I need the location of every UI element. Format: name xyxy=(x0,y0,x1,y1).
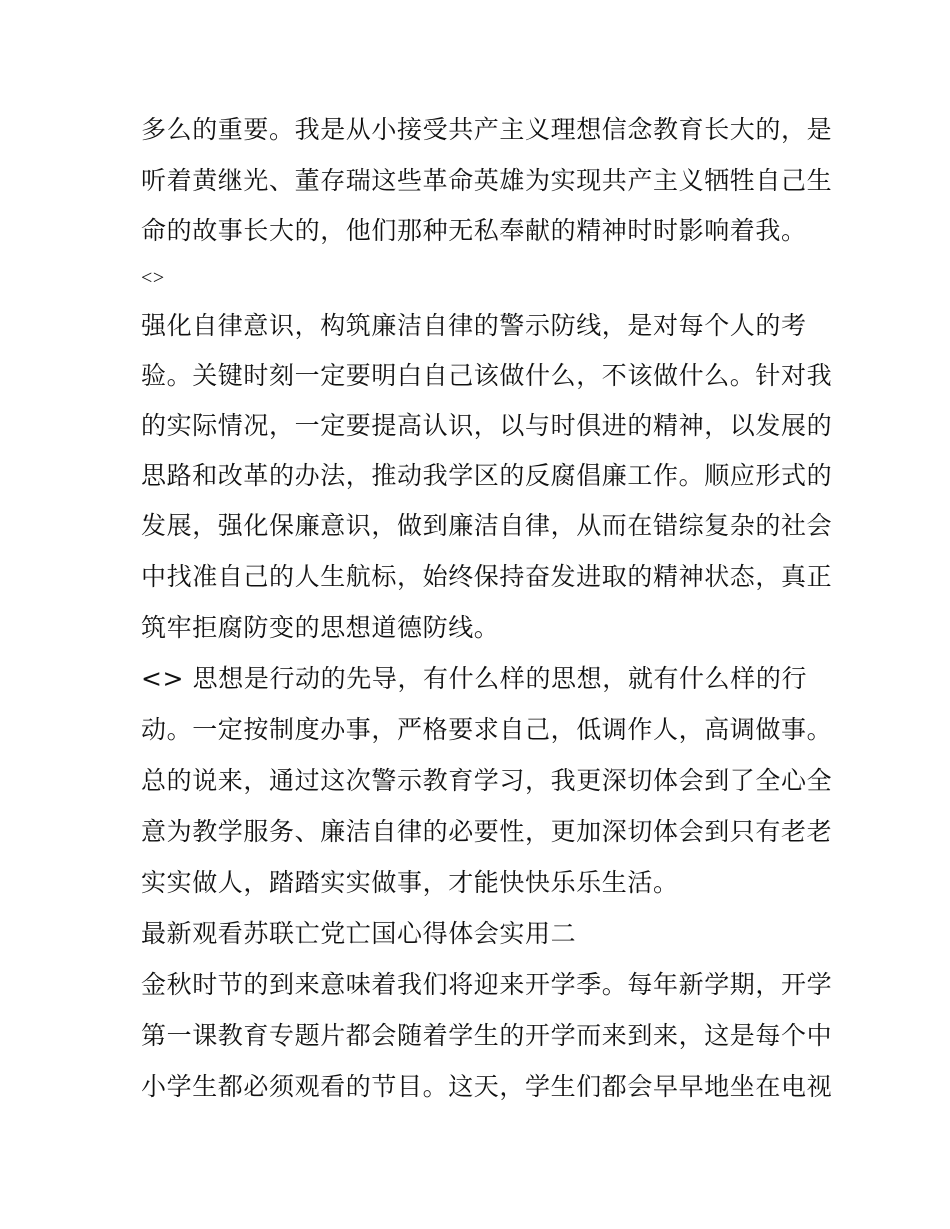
text-line: 第一课教育专题片都会随着学生的开学而来到来，这是每个中 xyxy=(141,1021,833,1050)
section-heading: 最新观看苏联亡党亡国心得体会实用二 xyxy=(141,919,577,948)
text-line: 中找准自己的人生航标，始终保持奋发进取的精神状态，真正 xyxy=(141,562,833,591)
text-line: 总的说来，通过这次警示教育学习，我更深切体会到了全心全 xyxy=(141,766,833,795)
text-line: 验。关键时刻一定要明白自己该做什么，不该做什么。针对我 xyxy=(141,361,833,390)
text-line: 意为教学服务、廉洁自律的必要性，更加深切体会到只有老老 xyxy=(141,817,833,846)
text-line: 思路和改革的办法，推动我学区的反腐倡廉工作。顺应形式的 xyxy=(141,461,833,490)
text-line: 多么的重要。我是从小接受共产主义理想信念教育长大的，是 xyxy=(141,115,833,144)
text-line: <> 思想是行动的先导，有什么样的思想，就有什么样的行 xyxy=(141,664,808,693)
text-line: 动。一定按制度办事，严格要求自己，低调作人，高调做事。 xyxy=(141,715,833,744)
text-line: 的实际情况，一定要提高认识，以与时俱进的精神，以发展的 xyxy=(141,411,833,440)
text-line: 金秋时节的到来意味着我们将迎来开学季。每年新学期，开学 xyxy=(141,970,833,999)
text-line: 命的故事长大的，他们那种无私奉献的精神时时影响着我。 xyxy=(141,216,807,245)
text-line: 强化自律意识，构筑廉洁自律的警示防线，是对每个人的考 xyxy=(141,311,807,340)
marker-line: <> xyxy=(141,267,165,289)
text-line: 实实做人，踏踏实实做事，才能快快乐乐生活。 xyxy=(141,868,679,897)
text-line: 发展，强化保廉意识，做到廉洁自律，从而在错综复杂的社会 xyxy=(141,511,833,540)
text-line: 筑牢拒腐防变的思想道德防线。 xyxy=(141,613,500,642)
text-line: 听着黄继光、董存瑞这些革命英雄为实现共产主义牺牲自己生 xyxy=(141,166,833,195)
text-line: 小学生都必须观看的节目。这天，学生们都会早早地坐在电视 xyxy=(141,1072,833,1101)
